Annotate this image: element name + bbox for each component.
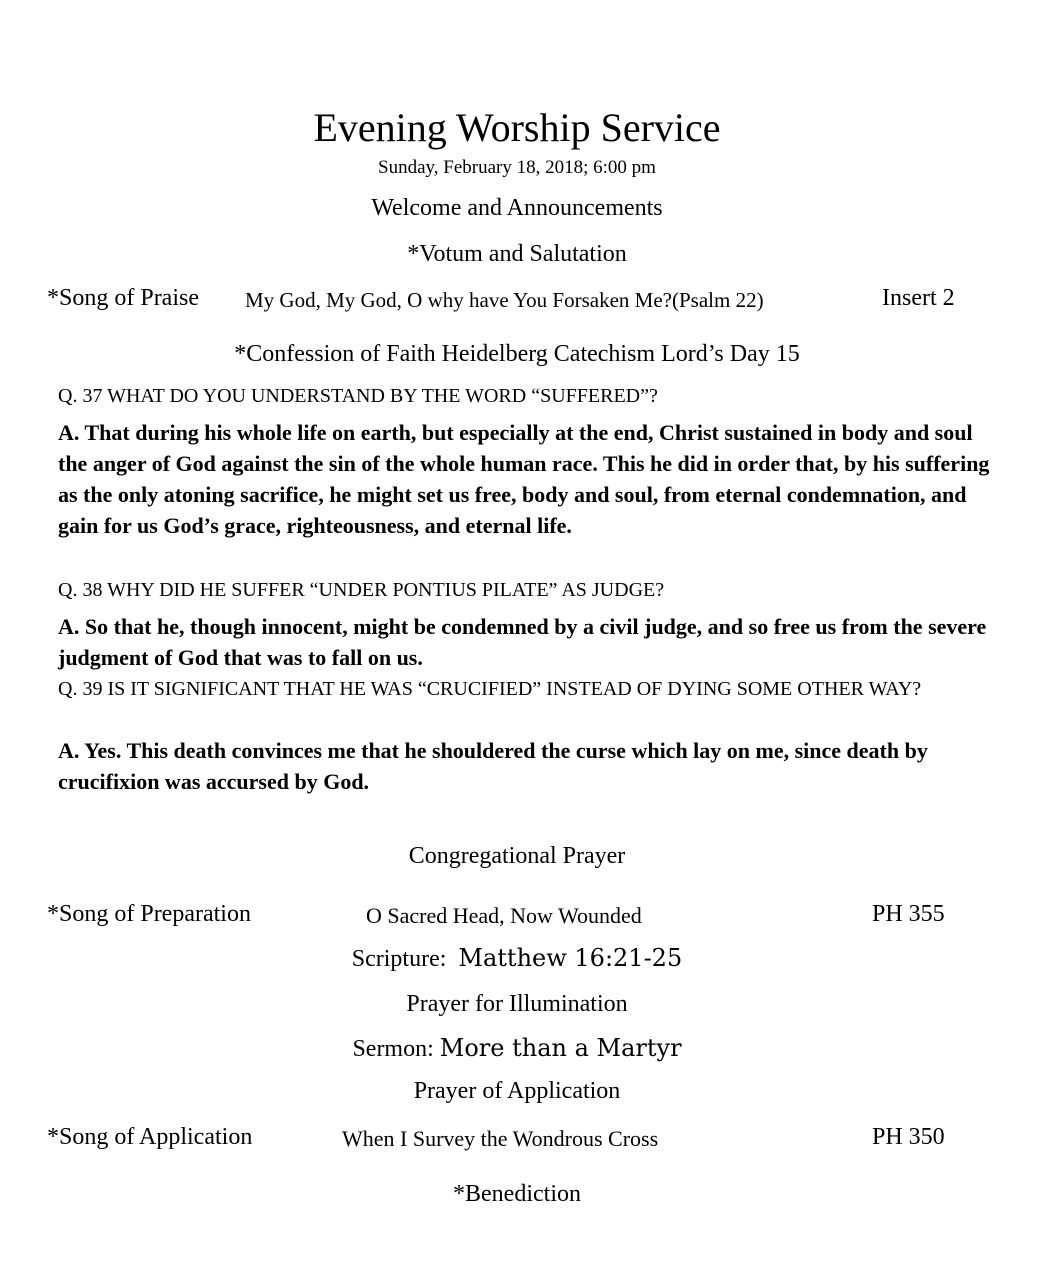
service-date: Sunday, February 18, 2018; 6:00 pm — [378, 157, 656, 178]
song-of-praise-label: *Song of Praise — [47, 285, 199, 311]
prayer-for-illumination: Prayer for Illumination — [406, 991, 628, 1017]
song-of-application-ref: PH 350 — [872, 1124, 945, 1150]
sermon-label: Sermon: — [352, 1036, 434, 1062]
song-of-application-title: When I Survey the Wondrous Cross — [342, 1126, 659, 1151]
sermon-line — [0, 1034, 1034, 1063]
prayer-of-application: Prayer of Application — [413, 1078, 621, 1104]
scripture-label: Scripture: — [351, 946, 447, 972]
congregational-prayer: Congregational Prayer — [408, 843, 626, 869]
catechism-answer-39: A. Yes. This death convinces me that he shouldered the curse which lay on me, since death by crucifixion was accursed by God. — [58, 738, 928, 794]
scripture-line — [0, 944, 1034, 973]
welcome-announcements: Welcome and Announcements — [371, 195, 663, 221]
votum-salutation: *Votum and Salutation — [407, 241, 627, 267]
catechism-question-37: Q. 37 WHAT DO YOU UNDERSTAND BY THE WORD “SUFFERED”? — [58, 385, 658, 407]
scripture-passage: Matthew 16:21-25 — [458, 944, 683, 972]
benediction: *Benediction — [453, 1181, 581, 1207]
confession-of-faith: *Confession of Faith Heidelberg Catechism Lord’s Day 15 — [234, 341, 800, 367]
catechism-question-38: Q. 38 WHY DID HE SUFFER “UNDER PONTIUS PILATE” AS JUDGE? — [58, 579, 665, 601]
song-of-praise-ref: Insert 2 — [882, 285, 955, 311]
catechism-question-39: Q. 39 IS IT SIGNIFICANT THAT HE WAS “CRUCIFIED” INSTEAD OF DYING SOME OTHER WAY? — [58, 678, 922, 700]
song-of-praise-title: My God, My God, O why have You Forsaken Me?(Psalm 22) — [245, 288, 764, 312]
song-of-preparation-label: *Song of Preparation — [47, 901, 251, 927]
sermon-title: More than a Martyr — [439, 1034, 682, 1062]
song-of-preparation-title: O Sacred Head, Now Wounded — [366, 903, 642, 928]
song-of-preparation-ref: PH 355 — [872, 901, 945, 927]
song-of-application-label: *Song of Application — [47, 1124, 253, 1150]
catechism-answer-38: A. So that he, though innocent, might be condemned by a civil judge, and so free us from the severe judgment of God that was to fall on us. — [58, 614, 987, 670]
catechism-answer-37: A. That during his whole life on earth, but especially at the end, Christ sustained in body and soul the anger of God against the sin of the whole human race. This he did in order that, by his suffering as the only atoning sacrifice, he might set us free, body and soul, from eternal condemnation, and gain for us God’s grace, righteousness, and eternal life. — [58, 420, 990, 538]
page-title: Evening Worship Service — [313, 105, 721, 150]
